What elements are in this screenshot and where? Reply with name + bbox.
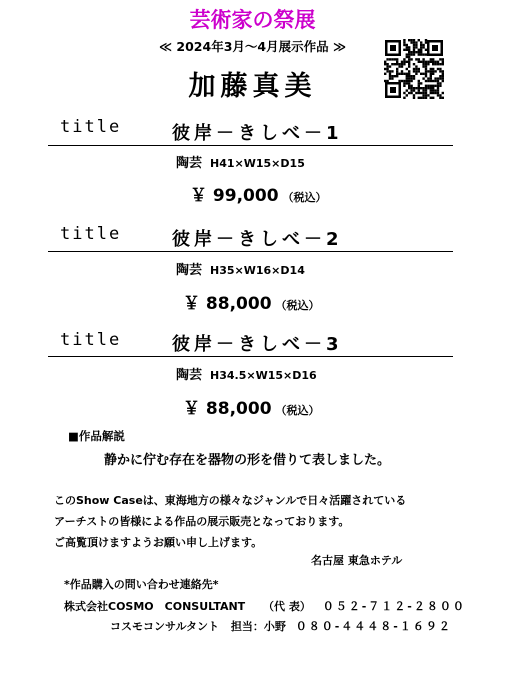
- contact-person-row: [110, 618, 452, 634]
- item-3-dimensions: H34.5×W15×D16: [210, 369, 317, 382]
- item-1-tax: （税込）: [282, 191, 327, 204]
- notice-line-1: このShow Caseは、東海地方の様々なジャンルで日々活躍されている: [54, 494, 407, 507]
- item-2-spec: [176, 259, 305, 278]
- item-2-material: 陶芸: [176, 263, 203, 278]
- item-1-label: title: [60, 117, 122, 137]
- item-3-rule: [48, 356, 453, 357]
- exhibit-period: ≪ 2024年3月～4月展示作品 ≫: [158, 39, 347, 54]
- item-3-material: 陶芸: [176, 368, 203, 383]
- item-2-name: 彼岸－きしべ－2: [172, 229, 343, 250]
- item-1-dimensions: H41×W15×D15: [210, 157, 305, 170]
- notice: [54, 490, 406, 553]
- notice-line-2: アーチストの皆様による作品の展示販売となっております。: [54, 515, 350, 528]
- item-1-spec: [176, 152, 305, 171]
- exhibit-title: 芸術家の祭展: [189, 8, 316, 32]
- contact-rep-label: （代 表）: [263, 600, 311, 613]
- item-3-price: ￥ 88,000: [183, 399, 272, 419]
- item-2-dimensions: H35×W16×D14: [210, 264, 305, 277]
- contact-heading: *作品購入の問い合わせ連絡先*: [64, 578, 219, 591]
- artist-name: 加藤真美: [188, 71, 317, 102]
- item-1-price-row: [190, 181, 327, 206]
- description-heading: ■作品解説: [68, 429, 125, 443]
- item-1-material: 陶芸: [176, 156, 203, 171]
- item-1-name: 彼岸－きしべ－1: [172, 123, 343, 144]
- notice-line-3: ご高覧頂けますようお願い申し上げます。: [54, 536, 263, 549]
- venue: 名古屋 東急ホテル: [311, 554, 403, 567]
- item-2-price: ￥ 88,000: [183, 294, 272, 314]
- contact-person-phone[interactable]: ０８０-４４４８-１６９２: [295, 620, 452, 633]
- item-3-name: 彼岸－きしべ－3: [172, 334, 343, 355]
- contact-company-kana: コスモコンサルタント: [110, 620, 220, 633]
- contact-person: 担当：小野: [230, 620, 286, 633]
- item-2-label: title: [60, 224, 122, 244]
- item-1-rule: [48, 145, 453, 146]
- contact-company-row: [64, 598, 466, 614]
- qr-code: [383, 38, 445, 100]
- contact-company: 株式会社COSMO CONSULTANT: [64, 600, 246, 613]
- item-3-label: title: [60, 330, 122, 350]
- item-3-tax: （税込）: [275, 404, 320, 417]
- item-3-price-row: [183, 394, 320, 419]
- item-2-price-row: [183, 289, 320, 314]
- item-3-spec: [176, 364, 317, 383]
- item-1-price: ￥ 99,000: [190, 186, 279, 206]
- item-2-tax: （税込）: [275, 299, 320, 312]
- item-2-rule: [48, 251, 453, 252]
- contact-rep-phone[interactable]: ０５２-７１２-２８００: [322, 600, 466, 613]
- description-text: 静かに佇む存在を器物の形を借りて表しました。: [104, 453, 391, 468]
